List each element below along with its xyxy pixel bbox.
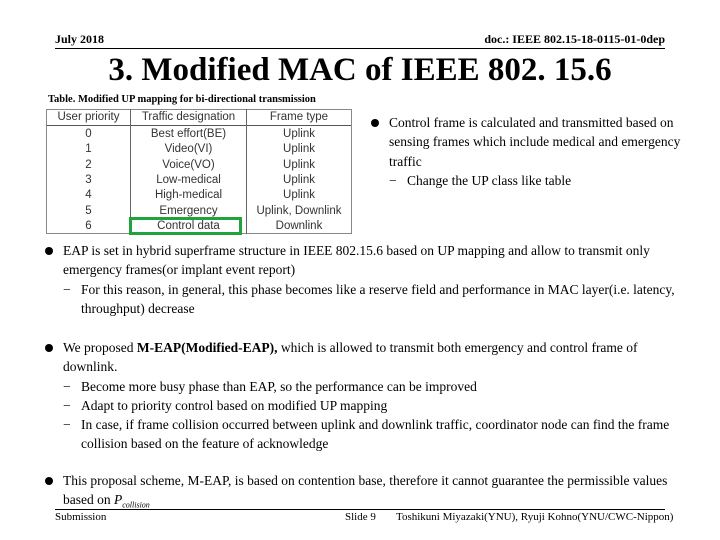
table-cell: High-medical [154, 189, 223, 202]
sub-bullet [45, 396, 695, 415]
table-cell: Best effort(BE) [150, 127, 227, 140]
sub-bullet [371, 171, 711, 190]
table-cell: Uplink [283, 189, 315, 202]
table-cell: Uplink [283, 158, 315, 171]
sub-bullet [45, 280, 695, 319]
table-cell: Low-medical [156, 173, 221, 186]
slide-title: 3. Modified MAC of IEEE 802. 15.6 [108, 52, 612, 88]
bullet-text: EAP is set in hybrid superframe structure in IEEE 802.15.6 based on UP mapping and allow to transmit only emergency frames(or implant event report) [63, 243, 650, 278]
dash-marker: − [63, 417, 71, 433]
column-header-user-priority: User priority [46, 109, 131, 126]
table-cell: 1 [85, 143, 92, 156]
bullet-control-frame [371, 113, 711, 190]
header-date: July 2018 [55, 32, 105, 46]
bullet-text: Control frame is calculated and transmitted based on sensing frames which include medical and emergency traffic [389, 115, 681, 169]
table-cell: Uplink [283, 173, 315, 186]
bullet-dot-icon [45, 247, 53, 255]
dash-marker: − [63, 378, 71, 394]
header-divider [55, 48, 665, 49]
table-cell: Control data [157, 220, 220, 233]
column-header-frame-type: Frame type [246, 109, 352, 126]
table-column-divider [246, 109, 247, 234]
table-cell: Uplink [283, 127, 315, 140]
header-doc-id: doc.: IEEE 802.15-18-0115-01-0dep [484, 32, 665, 46]
table-cell: 0 [85, 127, 92, 140]
bullet-text-body: This proposal scheme, M-EAP, is based on contention base, therefore it cannot guarantee the permissible values based on [63, 473, 668, 508]
sub-bullet [45, 377, 695, 396]
bullet-text-lead: We proposed [63, 340, 137, 355]
bullet-text [63, 338, 695, 377]
table-cell: Downlink [275, 220, 323, 233]
sub-bullet-text: Change the UP class like table [407, 172, 572, 188]
bullet-m-eap-proposal [45, 338, 695, 454]
table-caption: Table. Modified UP mapping for bi-directional transmission [48, 94, 316, 105]
table-cell: Emergency [159, 204, 218, 217]
table-cell: Voice(VO) [162, 158, 215, 171]
sub-bullet-text: Adapt to priority control based on modified UP mapping [81, 397, 388, 413]
dash-marker: − [389, 172, 397, 188]
footer-divider [55, 509, 665, 510]
table-cell: 5 [85, 204, 92, 217]
footer-slide-number: Slide 9 [345, 511, 376, 523]
bullet-dot-icon [45, 344, 53, 352]
sub-bullet-text: In case, if frame collision occurred between uplink and downlink traffic, coordinator node can find the frame collision based on the feature of acknowledge [81, 417, 670, 452]
p-collision-symbol: P [114, 492, 123, 508]
sub-bullet [45, 415, 695, 454]
table-cell: Video(VI) [164, 143, 213, 156]
sub-bullet-text: Become more busy phase than EAP, so the performance can be improved [81, 378, 477, 394]
m-eap-term: M-EAP(Modified-EAP), [136, 340, 278, 355]
bullet-text-rest: which is allowed to transmit both emergency and control frame of downlink. [63, 340, 638, 375]
table-cell: 3 [85, 173, 92, 186]
table-cell: Uplink, Downlink [256, 204, 342, 217]
table-cell: Uplink [283, 143, 315, 156]
column-header-traffic-designation: Traffic designation [131, 109, 246, 126]
dash-marker: − [63, 281, 71, 297]
table-cell: 2 [85, 158, 92, 171]
bullet-dot-icon [371, 119, 379, 127]
sub-bullet-text: For this reason, in general, this phase becomes like a reserve field and performance in MAC layer(i.e. latency, throughput) decrease [81, 281, 675, 316]
control-data-highlight-box [129, 217, 242, 235]
table-cell: 6 [85, 220, 92, 233]
footer-authors: Toshikuni Miyazaki(YNU), Ryuji Kohno(YNU/CWC-Nippon) [396, 511, 674, 523]
footer-submission: Submission [55, 511, 107, 523]
bullet-eap-hybrid [45, 241, 695, 318]
p-collision-subscript: collision [122, 500, 150, 510]
table-border [46, 109, 352, 234]
table-cell: 4 [85, 189, 92, 202]
bullet-dot-icon [45, 477, 53, 485]
dash-marker: − [63, 397, 71, 413]
table-column-divider [130, 109, 131, 234]
